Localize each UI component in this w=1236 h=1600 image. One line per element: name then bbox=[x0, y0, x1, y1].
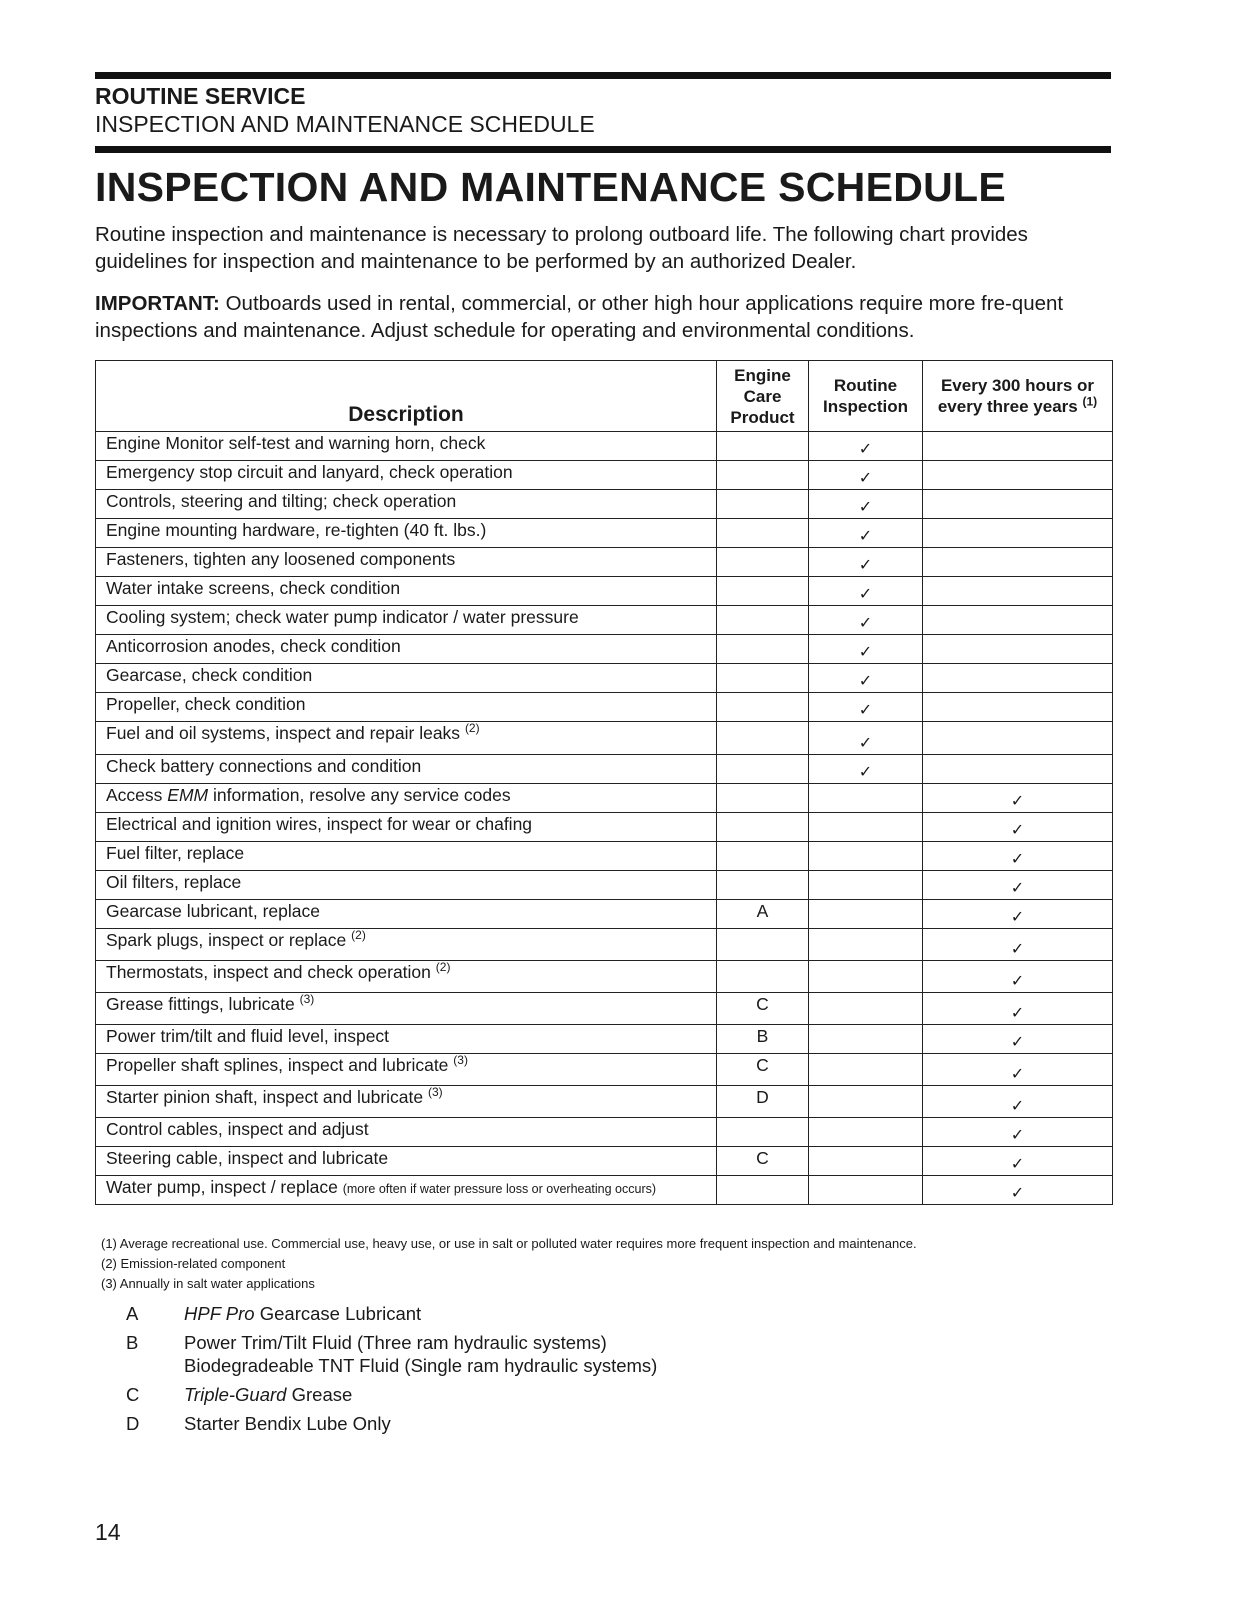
every-300-hours-cell bbox=[923, 577, 1113, 606]
task-description: Fasteners, tighten any loosened components bbox=[96, 548, 717, 577]
task-note: (more often if water pressure loss or overheating occurs) bbox=[342, 1182, 657, 1196]
task-description: Spark plugs, inspect or replace $^{(2)}$ bbox=[96, 929, 717, 961]
every-300-hours-cell bbox=[923, 1176, 1113, 1205]
task-description: Cooling system; check water pump indicator / water pressure bbox=[96, 606, 717, 635]
engine-care-product-cell bbox=[717, 842, 809, 871]
table-row bbox=[96, 813, 1113, 842]
table-row bbox=[96, 432, 1113, 461]
check-mark-icon: ✓ bbox=[858, 615, 873, 632]
task-description: Propeller shaft splines, inspect and lubricate $^{(3)}$ bbox=[96, 1054, 717, 1086]
check-mark-icon: ✓ bbox=[858, 644, 873, 661]
task-description: Check battery connections and condition bbox=[96, 755, 717, 784]
table-row bbox=[96, 1086, 1113, 1118]
task-description: Propeller, check condition bbox=[96, 693, 717, 722]
table-header-row bbox=[96, 361, 1113, 432]
table-row bbox=[96, 842, 1113, 871]
check-mark-icon: ✓ bbox=[1010, 822, 1025, 839]
check-mark-icon: ✓ bbox=[1010, 1185, 1025, 1202]
routine-inspection-cell bbox=[809, 842, 923, 871]
table-row bbox=[96, 1025, 1113, 1054]
subsection-title: INSPECTION AND MAINTENANCE SCHEDULE bbox=[95, 111, 595, 137]
intro-paragraph: Routine inspection and maintenance is necessary to prolong outboard life. The following chart provides guidelines for inspection and maintenance to be performed by an authorized Dealer. bbox=[95, 223, 1028, 273]
table-row bbox=[96, 490, 1113, 519]
routine-inspection-cell bbox=[809, 784, 923, 813]
footnote-ref: (3) bbox=[428, 1085, 443, 1100]
routine-inspection-cell bbox=[809, 929, 923, 961]
table-row bbox=[96, 1147, 1113, 1176]
table-row bbox=[96, 693, 1113, 722]
every-300-hours-cell bbox=[923, 755, 1113, 784]
maintenance-schedule-table bbox=[95, 360, 1113, 1205]
table-row bbox=[96, 961, 1113, 993]
header-every-300-hours bbox=[923, 361, 1113, 432]
task-description: Oil filters, replace bbox=[96, 871, 717, 900]
every-300-hours-cell bbox=[923, 929, 1113, 961]
page-title: INSPECTION AND MAINTENANCE SCHEDULE bbox=[95, 164, 1007, 210]
table-row bbox=[96, 606, 1113, 635]
every-300-hours-cell bbox=[923, 490, 1113, 519]
task-description: Gearcase lubricant, replace bbox=[96, 900, 717, 929]
table-row bbox=[96, 1118, 1113, 1147]
engine-care-product-cell bbox=[717, 635, 809, 664]
engine-care-product-cell bbox=[717, 813, 809, 842]
every-300-hours-cell bbox=[923, 784, 1113, 813]
routine-inspection-cell bbox=[809, 1118, 923, 1147]
footnote-ref: (3) bbox=[453, 1053, 468, 1068]
task-description: Fuel filter, replace bbox=[96, 842, 717, 871]
check-mark-icon: ✓ bbox=[858, 735, 873, 752]
legend-letter: C bbox=[126, 1384, 140, 1405]
every-300-hours-cell bbox=[923, 813, 1113, 842]
table-body bbox=[96, 432, 1113, 1205]
check-mark-icon: ✓ bbox=[1010, 941, 1025, 958]
task-description: Engine mounting hardware, re-tighten (40 ft. lbs.) bbox=[96, 519, 717, 548]
every-300-hours-cell bbox=[923, 993, 1113, 1025]
engine-care-product-cell bbox=[717, 1118, 809, 1147]
table-row bbox=[96, 755, 1113, 784]
footnote-ref: (2) bbox=[435, 960, 451, 975]
check-mark-icon: ✓ bbox=[1010, 1156, 1025, 1173]
legend-text: Triple-Guard Grease bbox=[184, 1384, 353, 1405]
routine-inspection-cell bbox=[809, 577, 923, 606]
engine-care-product-cell bbox=[717, 490, 809, 519]
table-row bbox=[96, 784, 1113, 813]
routine-inspection-cell bbox=[809, 461, 923, 490]
table-row bbox=[96, 577, 1113, 606]
every-300-hours-cell bbox=[923, 606, 1113, 635]
table-row bbox=[96, 871, 1113, 900]
footnote-ref: (2) bbox=[351, 928, 366, 943]
routine-inspection-cell bbox=[809, 1086, 923, 1118]
task-description: Fuel and oil systems, inspect and repair leaks $^{(2)}$ bbox=[96, 722, 717, 755]
task-description: Access EMM information, resolve any service codes bbox=[96, 784, 717, 813]
check-mark-icon: ✓ bbox=[858, 441, 873, 458]
header-every-footnote: (1) bbox=[1082, 394, 1098, 409]
header-rule-bottom bbox=[95, 146, 1111, 153]
check-mark-icon: ✓ bbox=[858, 499, 873, 516]
task-description: Thermostats, inspect and check operation $^{(2)}$ bbox=[96, 961, 717, 993]
engine-care-product-cell bbox=[717, 722, 809, 755]
legend-text: Biodegradeable TNT Fluid (Single ram hydraulic systems) bbox=[184, 1355, 658, 1376]
footnote-ref: (3) bbox=[299, 992, 315, 1007]
legend-item bbox=[126, 1383, 657, 1406]
check-mark-icon: ✓ bbox=[858, 557, 873, 574]
important-label: IMPORTANT: bbox=[95, 292, 220, 315]
footnote-2: (2) Emission-related component bbox=[101, 1256, 286, 1271]
routine-inspection-cell bbox=[809, 635, 923, 664]
engine-care-product-cell bbox=[717, 461, 809, 490]
routine-inspection-cell bbox=[809, 432, 923, 461]
routine-inspection-cell bbox=[809, 961, 923, 993]
product-legend bbox=[126, 1302, 657, 1441]
table-row bbox=[96, 664, 1113, 693]
important-text: Outboards used in rental, commercial, or other high hour applications require more fre-quent inspections and maintenance. Adjust schedule for operating and environmental conditions. bbox=[95, 292, 1064, 342]
important-note bbox=[95, 290, 1115, 344]
every-300-hours-cell bbox=[923, 664, 1113, 693]
check-mark-icon: ✓ bbox=[858, 470, 873, 487]
check-mark-icon: ✓ bbox=[1010, 1005, 1025, 1022]
check-mark-icon: ✓ bbox=[1010, 1034, 1025, 1051]
every-300-hours-cell bbox=[923, 1025, 1113, 1054]
legend-letter: D bbox=[126, 1413, 140, 1434]
routine-inspection-cell bbox=[809, 993, 923, 1025]
footnote-ref: (2) bbox=[464, 721, 480, 736]
every-300-hours-cell bbox=[923, 548, 1113, 577]
engine-care-product-cell: D bbox=[717, 1086, 809, 1118]
routine-inspection-cell bbox=[809, 490, 923, 519]
engine-care-product-cell: B bbox=[717, 1025, 809, 1054]
task-description: Control cables, inspect and adjust bbox=[96, 1118, 717, 1147]
engine-care-product-cell bbox=[717, 784, 809, 813]
check-mark-icon: ✓ bbox=[1010, 1066, 1025, 1083]
task-description: Anticorrosion anodes, check condition bbox=[96, 635, 717, 664]
table-row bbox=[96, 519, 1113, 548]
check-mark-icon: ✓ bbox=[1010, 851, 1025, 868]
footnotes bbox=[101, 1234, 917, 1294]
every-300-hours-cell bbox=[923, 1054, 1113, 1086]
table-row bbox=[96, 722, 1113, 755]
routine-inspection-cell bbox=[809, 900, 923, 929]
every-300-hours-cell bbox=[923, 961, 1113, 993]
every-300-hours-cell bbox=[923, 461, 1113, 490]
check-mark-icon: ✓ bbox=[1010, 1098, 1025, 1115]
check-mark-icon: ✓ bbox=[1010, 973, 1025, 990]
engine-care-product-cell bbox=[717, 606, 809, 635]
legend-item bbox=[126, 1302, 657, 1325]
routine-inspection-cell bbox=[809, 664, 923, 693]
every-300-hours-cell bbox=[923, 693, 1113, 722]
legend-text: Power Trim/Tilt Fluid (Three ram hydraulic systems) bbox=[184, 1332, 607, 1353]
every-300-hours-cell bbox=[923, 635, 1113, 664]
engine-care-product-cell bbox=[717, 755, 809, 784]
every-300-hours-cell bbox=[923, 432, 1113, 461]
check-mark-icon: ✓ bbox=[1010, 793, 1025, 810]
routine-inspection-cell bbox=[809, 1054, 923, 1086]
routine-inspection-cell bbox=[809, 548, 923, 577]
routine-inspection-cell bbox=[809, 755, 923, 784]
engine-care-product-cell bbox=[717, 693, 809, 722]
engine-care-product-cell bbox=[717, 548, 809, 577]
legend-text: Starter Bendix Lube Only bbox=[184, 1413, 391, 1434]
every-300-hours-cell bbox=[923, 1086, 1113, 1118]
legend-item bbox=[126, 1412, 657, 1435]
legend-text: HPF Pro Gearcase Lubricant bbox=[184, 1303, 422, 1324]
routine-inspection-cell bbox=[809, 871, 923, 900]
table-row bbox=[96, 548, 1113, 577]
task-description: Grease fittings, lubricate $^{(3)}$ bbox=[96, 993, 717, 1025]
check-mark-icon: ✓ bbox=[858, 528, 873, 545]
header-description: Description bbox=[96, 361, 717, 432]
engine-care-product-cell bbox=[717, 871, 809, 900]
table-row bbox=[96, 993, 1113, 1025]
table-row bbox=[96, 900, 1113, 929]
routine-inspection-cell bbox=[809, 1176, 923, 1205]
task-description: Gearcase, check condition bbox=[96, 664, 717, 693]
task-description: Emergency stop circuit and lanyard, check operation bbox=[96, 461, 717, 490]
table-row bbox=[96, 929, 1113, 961]
every-300-hours-cell bbox=[923, 722, 1113, 755]
task-description: Power trim/tilt and fluid level, inspect bbox=[96, 1025, 717, 1054]
check-mark-icon: ✓ bbox=[1010, 909, 1025, 926]
page-number: 14 bbox=[95, 1519, 121, 1545]
legend-letter: B bbox=[126, 1332, 139, 1353]
every-300-hours-cell bbox=[923, 519, 1113, 548]
routine-inspection-cell bbox=[809, 1025, 923, 1054]
engine-care-product-cell bbox=[717, 577, 809, 606]
routine-inspection-cell bbox=[809, 1147, 923, 1176]
engine-care-product-cell bbox=[717, 961, 809, 993]
footnote-3: (3) Annually in salt water applications bbox=[101, 1276, 315, 1291]
section-title: ROUTINE SERVICE bbox=[95, 83, 306, 109]
routine-inspection-cell bbox=[809, 813, 923, 842]
task-description: Water intake screens, check condition bbox=[96, 577, 717, 606]
engine-care-product-cell bbox=[717, 519, 809, 548]
footnote-1: (1) Average recreational use. Commercial use, heavy use, or use in salt or polluted water requires more frequent inspection and maintenance. bbox=[101, 1236, 917, 1251]
engine-care-product-cell bbox=[717, 664, 809, 693]
header-every-text: Every 300 hours or every three years bbox=[937, 376, 1095, 416]
every-300-hours-cell bbox=[923, 900, 1113, 929]
engine-care-product-cell: C bbox=[717, 1054, 809, 1086]
table-row bbox=[96, 1176, 1113, 1205]
every-300-hours-cell bbox=[923, 842, 1113, 871]
engine-care-product-cell: C bbox=[717, 1147, 809, 1176]
task-description: Electrical and ignition wires, inspect for wear or chafing bbox=[96, 813, 717, 842]
check-mark-icon: ✓ bbox=[1010, 880, 1025, 897]
every-300-hours-cell bbox=[923, 1147, 1113, 1176]
check-mark-icon: ✓ bbox=[858, 702, 873, 719]
task-description: Controls, steering and tilting; check operation bbox=[96, 490, 717, 519]
engine-care-product-cell bbox=[717, 1176, 809, 1205]
engine-care-product-cell: A bbox=[717, 900, 809, 929]
header-engine-care-product: Engine Care Product bbox=[717, 361, 809, 432]
task-description: Starter pinion shaft, inspect and lubricate $^{(3)}$ bbox=[96, 1086, 717, 1118]
every-300-hours-cell bbox=[923, 1118, 1113, 1147]
table-row bbox=[96, 635, 1113, 664]
legend-item bbox=[126, 1331, 657, 1377]
engine-care-product-cell bbox=[717, 929, 809, 961]
routine-inspection-cell bbox=[809, 693, 923, 722]
routine-inspection-cell bbox=[809, 722, 923, 755]
task-description: Water pump, inspect / replace (more often if water pressure loss or overheating occurs) bbox=[96, 1176, 717, 1205]
check-mark-icon: ✓ bbox=[1010, 1127, 1025, 1144]
check-mark-icon: ✓ bbox=[858, 586, 873, 603]
header-rule-top bbox=[95, 72, 1111, 79]
routine-inspection-cell bbox=[809, 519, 923, 548]
check-mark-icon: ✓ bbox=[858, 764, 873, 781]
task-description: Engine Monitor self-test and warning horn, check bbox=[96, 432, 717, 461]
engine-care-product-cell: C bbox=[717, 993, 809, 1025]
table-row bbox=[96, 461, 1113, 490]
header-routine-inspection: Routine Inspection bbox=[809, 361, 923, 432]
engine-care-product-cell bbox=[717, 432, 809, 461]
table-row bbox=[96, 1054, 1113, 1086]
every-300-hours-cell bbox=[923, 871, 1113, 900]
legend-letter: A bbox=[126, 1303, 139, 1324]
routine-inspection-cell bbox=[809, 606, 923, 635]
task-description: Steering cable, inspect and lubricate bbox=[96, 1147, 717, 1176]
check-mark-icon: ✓ bbox=[858, 673, 873, 690]
